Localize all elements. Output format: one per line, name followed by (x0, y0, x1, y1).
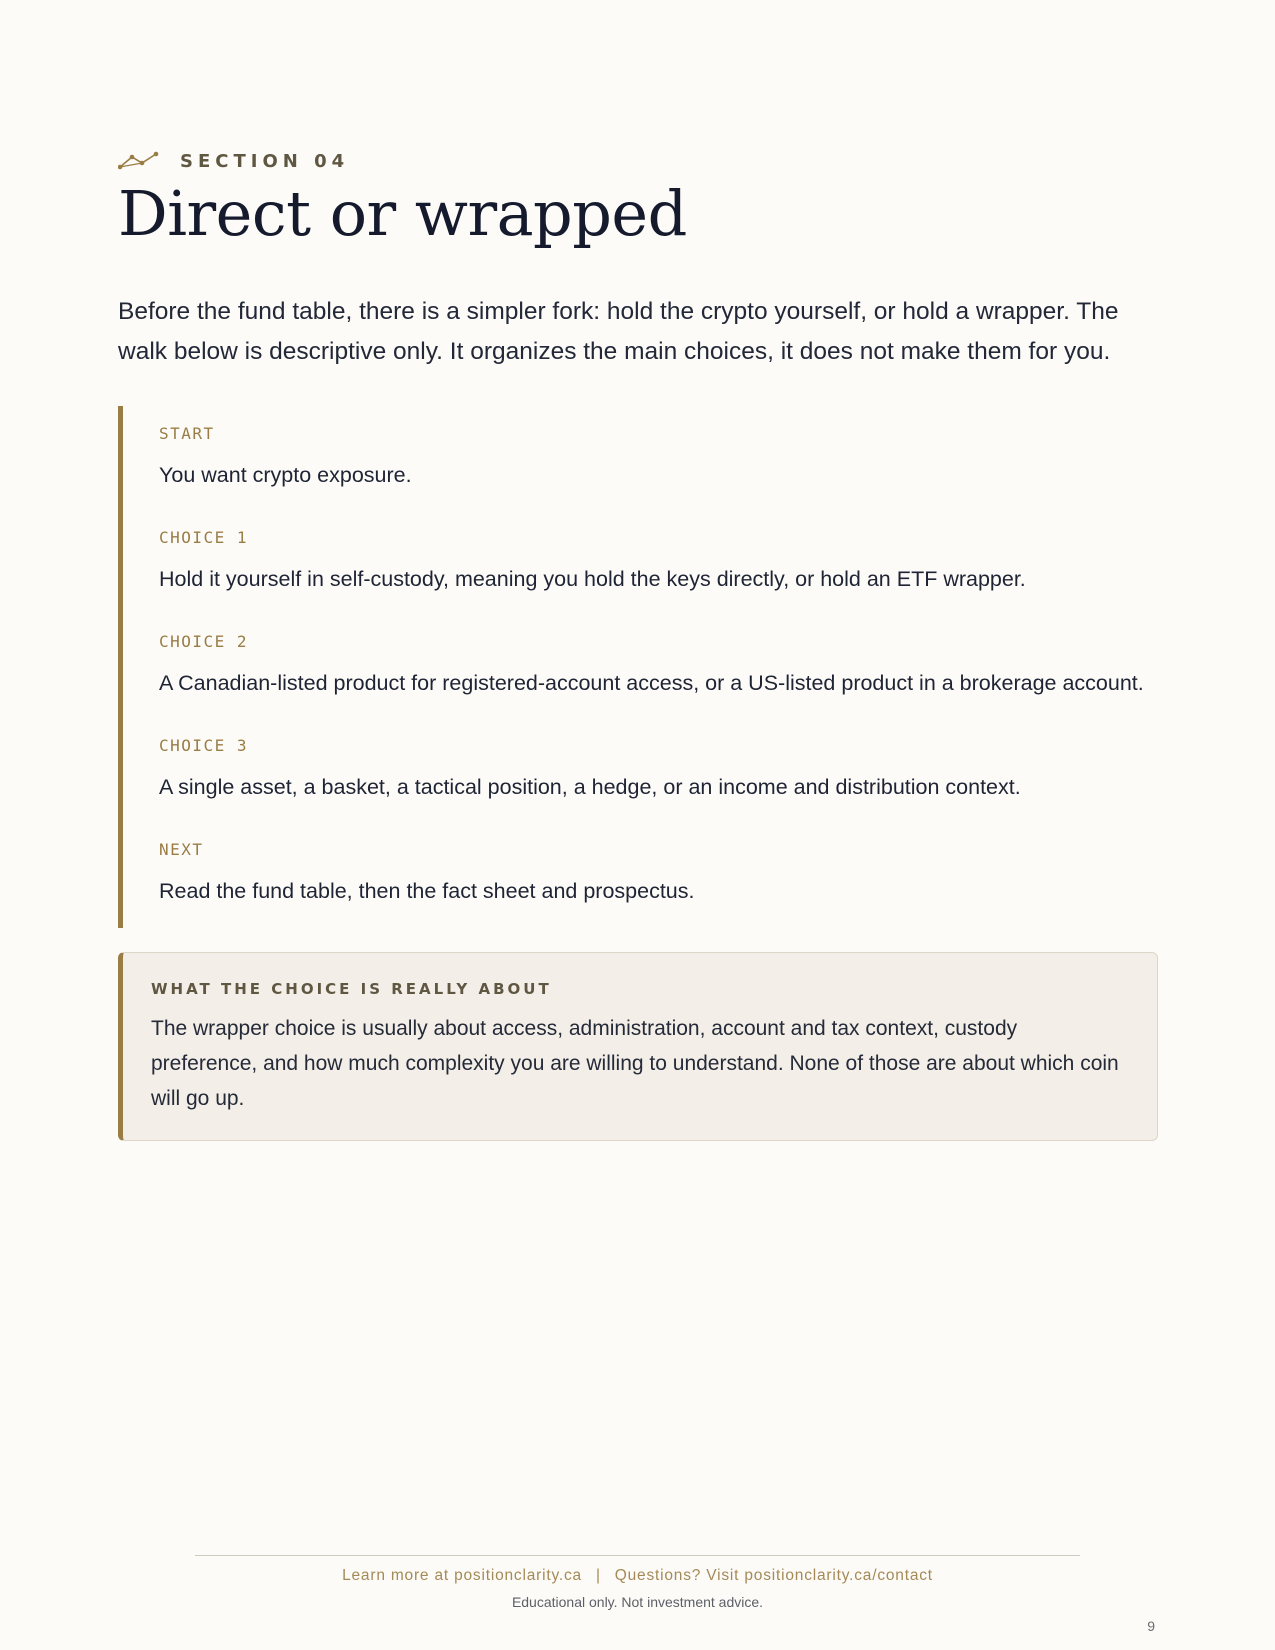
footer-disclaimer: Educational only. Not investment advice. (511, 1594, 764, 1610)
decision-walk (118, 406, 1158, 928)
step-choice-3 (159, 736, 1158, 806)
page-number: 9 (1147, 1618, 1155, 1634)
callout-text: The wrapper choice is usually about access, administration, account and tax context, custody preference, and how much complexity you are willing to understand. None of those are about which coin will go up. (151, 1017, 1119, 1110)
section-label: SECTION 04 (180, 150, 350, 172)
footer-separator: | (595, 1567, 601, 1584)
step-label: START (159, 424, 215, 443)
step-label: CHOICE 3 (159, 736, 249, 755)
step-text: Hold it yourself in self-custody, meaning you hold the keys directly, or hold an ETF wrapper. (159, 567, 1026, 591)
step-start (159, 424, 1158, 494)
page-content (118, 148, 1158, 1141)
step-choice-2 (159, 632, 1158, 702)
section-eyebrow (118, 148, 1158, 174)
step-text: A Canadian-listed product for registered-account access, or a US-listed product in a brokerage account. (159, 671, 1144, 695)
page-title: Direct or wrapped (118, 177, 687, 250)
contact-link[interactable]: Questions? Visit positionclarity.ca/contact (614, 1567, 933, 1584)
learn-more-link[interactable]: Learn more at positionclarity.ca (342, 1567, 582, 1584)
step-next (159, 840, 1158, 910)
callout-box (118, 952, 1158, 1141)
step-label: CHOICE 1 (159, 528, 249, 547)
step-choice-1 (159, 528, 1158, 598)
step-label: CHOICE 2 (159, 632, 249, 651)
step-text: You want crypto exposure. (159, 463, 412, 487)
callout-label: WHAT THE CHOICE IS REALLY ABOUT (151, 980, 552, 998)
step-text: Read the fund table, then the fact sheet and prospectus. (159, 879, 695, 903)
footer-links (0, 1565, 1275, 1587)
step-text: A single asset, a basket, a tactical position, a hedge, or an income and distribution context. (159, 775, 1021, 799)
intro-paragraph: Before the fund table, there is a simpler fork: hold the crypto yourself, or hold a wrapper. The walk below is descriptive only. It organizes the main choices, it does not make them for you. (118, 298, 1119, 365)
step-label: NEXT (159, 840, 204, 859)
footer-divider (195, 1555, 1080, 1556)
constellation-icon (118, 150, 160, 172)
